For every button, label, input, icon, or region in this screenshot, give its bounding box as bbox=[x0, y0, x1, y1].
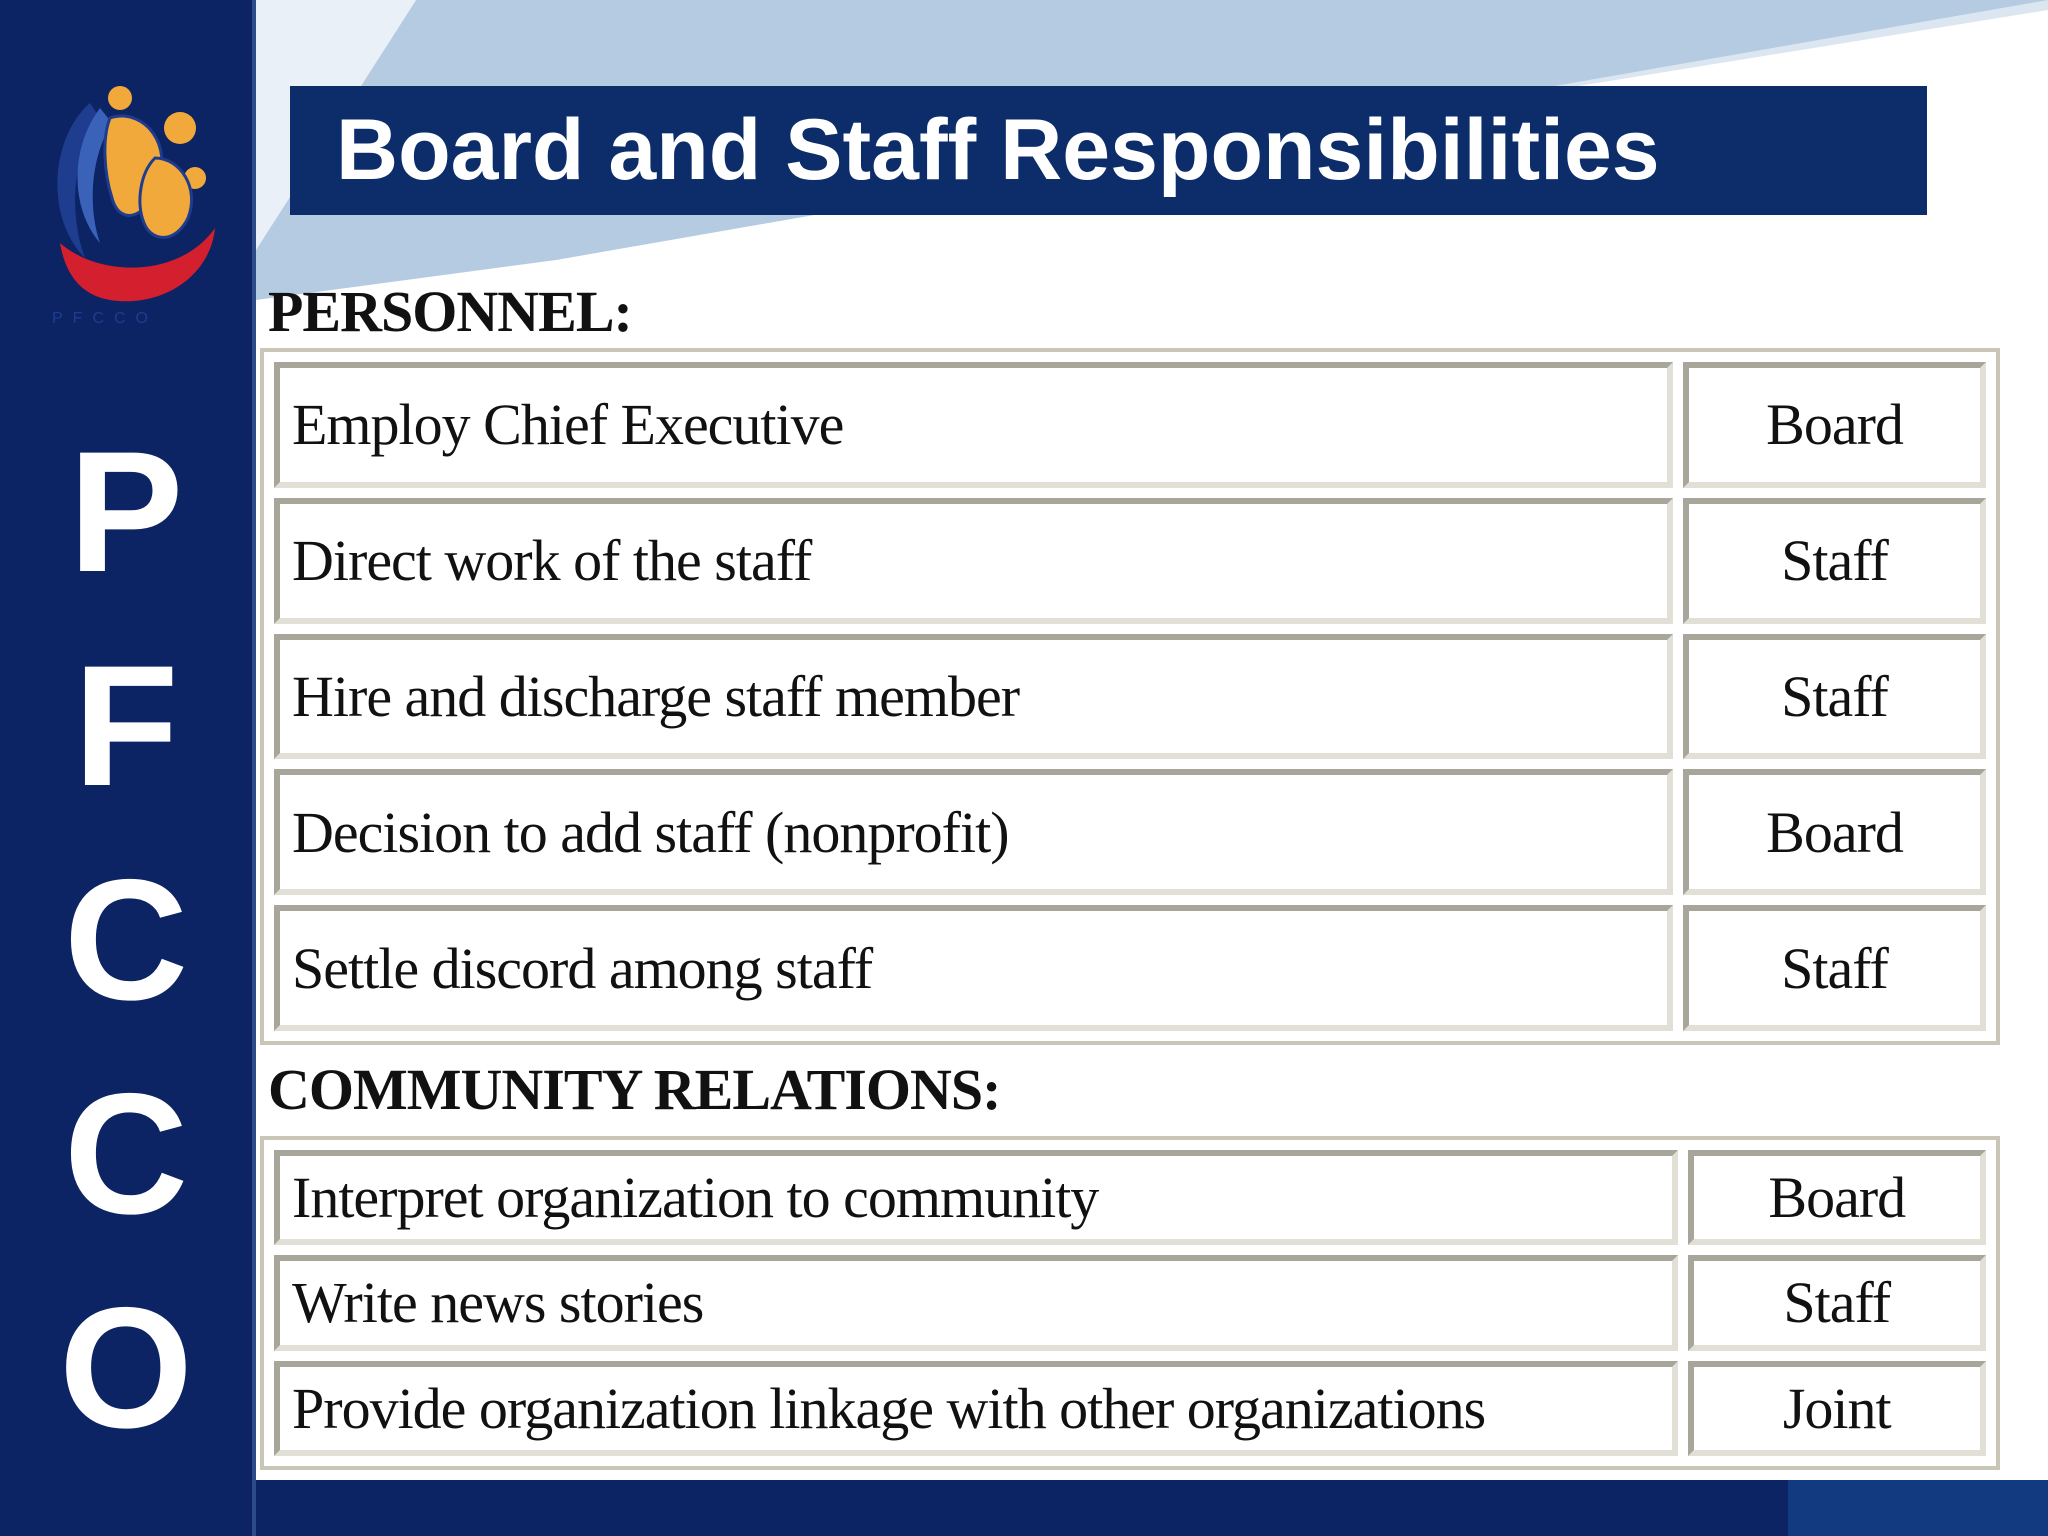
pfcco-logo bbox=[40, 78, 220, 328]
sidebar-band bbox=[0, 0, 256, 1536]
section-heading-personnel: PERSONNEL: bbox=[268, 279, 632, 344]
table-row bbox=[274, 1361, 1986, 1456]
bottom-band bbox=[256, 1480, 2048, 1536]
sidebar-letter-o: O bbox=[59, 1272, 193, 1464]
task-cell: Write news stories bbox=[274, 1255, 1678, 1350]
responsible-cell: Board bbox=[1688, 1150, 1986, 1245]
bottom-band-corner bbox=[1788, 1480, 2048, 1536]
task-cell: Employ Chief Executive bbox=[274, 362, 1673, 488]
responsible-cell: Staff bbox=[1688, 1255, 1986, 1350]
title-bar bbox=[290, 86, 1927, 215]
pfcco-vertical-letters bbox=[0, 405, 252, 1475]
sidebar-letter-c1: C bbox=[63, 844, 189, 1036]
sidebar-letter-f: F bbox=[73, 630, 179, 822]
personnel-table bbox=[260, 348, 2000, 1045]
community-relations-table bbox=[260, 1136, 2000, 1470]
responsible-cell: Staff bbox=[1683, 634, 1986, 760]
responsible-cell: Joint bbox=[1688, 1361, 1986, 1456]
sidebar-letter-c2: C bbox=[63, 1058, 189, 1250]
section-heading-community-relations: COMMUNITY RELATIONS: bbox=[268, 1057, 1001, 1122]
sidebar-letter-p: P bbox=[68, 416, 184, 608]
responsible-cell: Staff bbox=[1683, 498, 1986, 624]
task-cell: Settle discord among staff bbox=[274, 905, 1673, 1031]
responsible-cell: Staff bbox=[1683, 905, 1986, 1031]
table-row bbox=[274, 1150, 1986, 1245]
table-row bbox=[274, 1255, 1986, 1350]
responsible-cell: Board bbox=[1683, 769, 1986, 895]
table-row bbox=[274, 362, 1986, 488]
task-cell: Provide organization linkage with other organizations bbox=[274, 1361, 1678, 1456]
slide-title: Board and Staff Responsibilities bbox=[336, 102, 1660, 198]
task-cell: Interpret organization to community bbox=[274, 1150, 1678, 1245]
table-row bbox=[274, 498, 1986, 624]
task-cell: Direct work of the staff bbox=[274, 498, 1673, 624]
responsible-cell: Board bbox=[1683, 362, 1986, 488]
task-cell: Decision to add staff (nonprofit) bbox=[274, 769, 1673, 895]
task-cell: Hire and discharge staff member bbox=[274, 634, 1673, 760]
table-row bbox=[274, 905, 1986, 1031]
table-row bbox=[274, 769, 1986, 895]
svg-text:PFCCO: PFCCO bbox=[52, 310, 158, 327]
table-row bbox=[274, 634, 1986, 760]
